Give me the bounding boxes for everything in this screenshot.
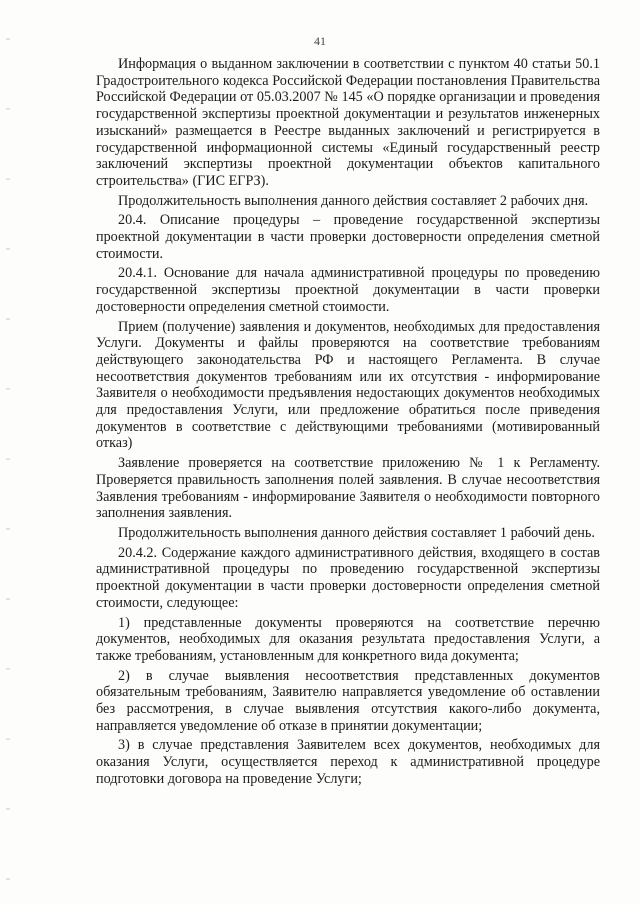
paragraph-duration-1-day: Продолжительность выполнения данного действия составляет 1 рабочий день. bbox=[118, 524, 595, 541]
document-body bbox=[96, 56, 600, 791]
scan-edge-marks bbox=[6, 0, 10, 905]
paragraph-registry-info: Информация о выданном заключении в соответствии с пунктом 40 статьи 50.1 Градостроительного кодекса Российской Федерации постановления Правительства Российской Федерации от 05.03.2007 № 145 «О порядке организации и проведения государственной экспертизы проектной документации и результатов инженерных изысканий» размещается в Реестре выданных заключений и регистрируется в государственной информационной системы «Единый государственный реестр заключений экспертизы проектной документации объектов капитального строительства» (ГИС ЕГРЗ). bbox=[96, 56, 600, 189]
paragraph-application-check: Заявление проверяется на соответствие приложению № 1 к Регламенту. Проверяется правильность заполнения полей заявления. В случае несоответствия Заявления требованиям - информирование Заявителя о необходимости повторного заполнения заявления. bbox=[96, 455, 600, 522]
list-item-3: 3) в случае представления Заявителем всех документов, необходимых для оказания Услуги, осуществляется переход к административной процедуре подготовки договора на проведение Услуги; bbox=[96, 737, 600, 787]
paragraph-reception: Прием (получение) заявления и документов, необходимых для предоставления Услуги. Документы и файлы проверяются на соответствие требованиям действующего законодательства РФ и настоящего Регламента. В случае несоответствия документов требованиям или их отсутствия - информирование Заявителя о необходимости предъявления недостающих документов необходимых для предоставления Услуги, или предложение обратиться после приведения документов в соответствие с действующими требованиями (мотивированный отказ) bbox=[96, 318, 600, 452]
paragraph-20-4-2: 20.4.2. Содержание каждого административного действия, входящего в состав административной процедуры по проведению государственной экспертизы проектной документации в части проверки достоверности определения сметной стоимости, следующее: bbox=[96, 544, 600, 611]
paragraph-20-4: 20.4. Описание процедуры – проведение государственной экспертизы проектной документации в части проверки достоверности определения сметной стоимости. bbox=[96, 212, 600, 262]
paragraph-20-4-1: 20.4.1. Основание для начала административной процедуры по проведению государственной экспертизы проектной документации в части проверки достоверности определения сметной стоимости. bbox=[96, 265, 600, 315]
list-item-2: 2) в случае выявления несоответствия представленных документов обязательным требованиям, Заявителю направляется уведомление об оставлении без рассмотрения, в случае выявления отсутствия какого-либо документа, направляется уведомление об отказе в принятии документации; bbox=[96, 667, 600, 734]
list-item-1: 1) представленные документы проверяются на соответствие перечню документов, необходимых для оказания результата предоставления Услуги, а также требованиям, установленным для конкретного вида документа; bbox=[96, 614, 600, 664]
paragraph-duration-2-days: Продолжительность выполнения данного действия составляет 2 рабочих дня. bbox=[118, 192, 589, 209]
page-number: 41 bbox=[314, 34, 326, 48]
